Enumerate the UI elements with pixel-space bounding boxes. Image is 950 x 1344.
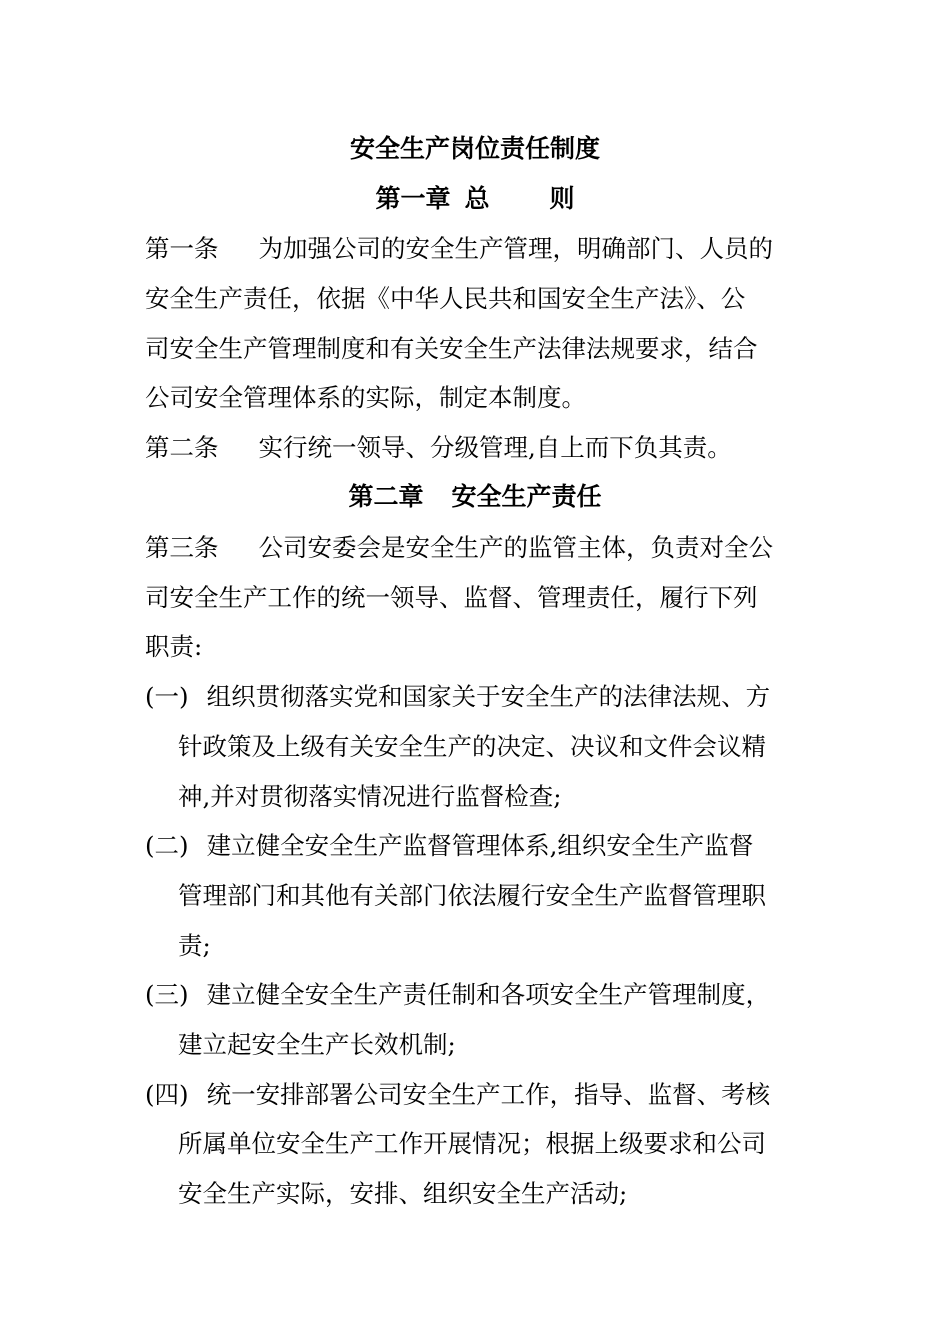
chapter-2-name: 安全生产责任 bbox=[451, 482, 602, 511]
article-3-line-3: 职责: bbox=[145, 632, 203, 661]
list-item-1-text-1: 组织贯彻落实党和国家关于安全生产的法律法规、方 bbox=[206, 682, 771, 711]
article-3-line-2: 司安全生产工作的统一领导、监督、管理责任，履行下列 bbox=[145, 583, 758, 612]
list-item-3-text-1: 建立健全安全生产责任制和各项安全生产管理制度， bbox=[206, 980, 771, 1009]
list-item-1-line-1 bbox=[145, 682, 770, 712]
list-item-2-line-2: 管理部门和其他有关部门依法履行安全生产监督管理职 bbox=[178, 881, 766, 910]
list-item-2-marker: (二) bbox=[145, 831, 189, 860]
list-item-1-line-3: 神,并对贯彻落实情况进行监督检查; bbox=[178, 782, 562, 811]
list-item-3-line-2: 建立起安全生产长效机制; bbox=[178, 1030, 456, 1059]
article-3-text-1: 公司安委会是安全生产的监管主体，负责对全公 bbox=[258, 533, 773, 562]
chapter-1-name-part-2: 则 bbox=[549, 184, 575, 213]
article-2-label: 第二条 bbox=[145, 433, 219, 462]
list-item-1-line-2: 针政策及上级有关安全生产的决定、决议和文件会议精 bbox=[178, 732, 766, 761]
list-item-4-line-2: 所属单位安全生产工作开展情况；根据上级要求和公司 bbox=[178, 1129, 766, 1158]
article-1-line-3: 司安全生产管理制度和有关安全生产法律法规要求，结合 bbox=[145, 334, 758, 363]
article-2-text: 实行统一领导、分级管理,自上而下负其责。 bbox=[258, 433, 732, 462]
article-1-line-1 bbox=[145, 234, 773, 264]
list-item-4-line-3: 安全生产实际，安排、组织安全生产活动; bbox=[178, 1179, 628, 1208]
list-item-2-line-1 bbox=[145, 831, 753, 861]
list-item-4-line-1 bbox=[145, 1080, 770, 1110]
article-2-line-1 bbox=[145, 433, 732, 463]
article-3-label: 第三条 bbox=[145, 533, 219, 562]
chapter-2-heading bbox=[0, 482, 950, 512]
article-1-label: 第一条 bbox=[145, 234, 219, 263]
list-item-3-line-1 bbox=[145, 980, 770, 1010]
document-title: 安全生产岗位责任制度 bbox=[349, 134, 600, 163]
chapter-1-number: 第一章 bbox=[375, 184, 451, 213]
list-item-2-text-1: 建立健全安全生产监督管理体系,组织安全生产监督 bbox=[206, 831, 754, 860]
article-3-line-1 bbox=[145, 533, 773, 563]
chapter-1-heading bbox=[0, 184, 950, 214]
chapter-1-name-part-1: 总 bbox=[464, 184, 490, 213]
article-1-line-4: 公司安全管理体系的实际，制定本制度。 bbox=[145, 383, 586, 412]
list-item-4-marker: (四) bbox=[145, 1080, 189, 1109]
article-1-line-2: 安全生产责任，依据《中华人民共和国安全生产法》、公 bbox=[145, 284, 746, 313]
list-item-1-marker: (一) bbox=[145, 682, 189, 711]
list-item-2-line-3: 责; bbox=[178, 931, 211, 960]
article-1-text-1: 为加强公司的安全生产管理，明确部门、人员的 bbox=[258, 234, 773, 263]
list-item-3-marker: (三) bbox=[145, 980, 189, 1009]
chapter-2-number: 第二章 bbox=[348, 482, 424, 511]
list-item-4-text-1: 统一安排部署公司安全生产工作，指导、监督、考核 bbox=[206, 1080, 771, 1109]
